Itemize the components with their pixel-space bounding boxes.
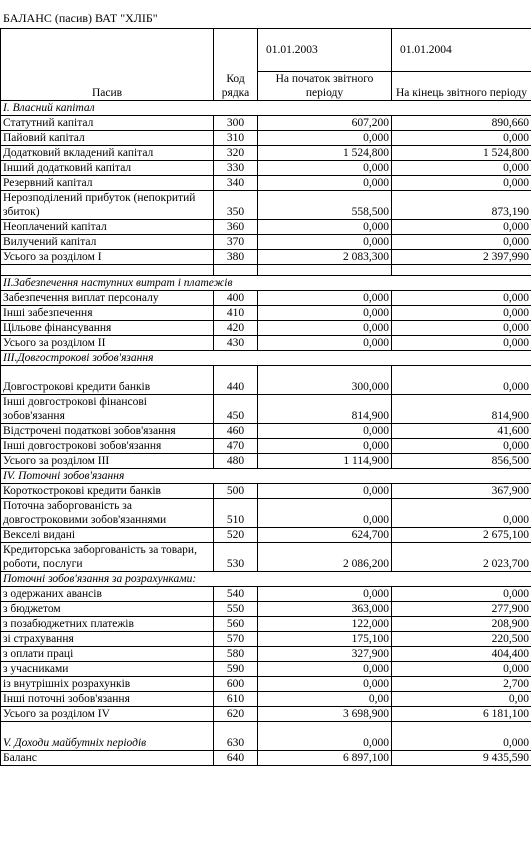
value-end: 2 023,700 <box>392 543 531 572</box>
document-title: БАЛАНС (пасив) ВАТ "ХЛІБ" <box>3 11 158 25</box>
value-end: 208,900 <box>392 617 531 632</box>
value-end: 814,900 <box>392 395 531 424</box>
spacer-row <box>1 265 531 276</box>
value-end: 0,000 <box>392 366 531 395</box>
value-start: 300,000 <box>258 366 392 395</box>
value-start: 0,000 <box>258 161 392 176</box>
table-row <box>1 528 531 543</box>
row-label: Пайовий капітал <box>1 131 214 146</box>
value-end: 0,000 <box>392 176 531 191</box>
table-row <box>1 602 531 617</box>
table-row <box>1 235 531 250</box>
header-code: Код рядка <box>214 29 258 101</box>
value-end: 0,000 <box>392 131 531 146</box>
value-start: 0,000 <box>258 176 392 191</box>
value-start: 607,200 <box>258 116 392 131</box>
value-end: 0,00 <box>392 692 531 707</box>
row-label: Поточна заборгованість за довгостроковими зобов'язаннями <box>1 499 214 528</box>
value-start: 558,500 <box>258 191 392 220</box>
row-label: Забезпечення виплат персоналу <box>1 291 214 306</box>
value-start: 1 114,900 <box>258 454 392 469</box>
section-header <box>1 469 531 484</box>
row-label: з позабюджетних платежів <box>1 617 214 632</box>
value-end: 890,660 <box>392 116 531 131</box>
value-end: 404,400 <box>392 647 531 662</box>
row-code: 380 <box>214 250 258 265</box>
row-code: 350 <box>214 191 258 220</box>
row-label: Кредиторська заборгованість за товари, роботи, послуги <box>1 543 214 572</box>
value-start: 0,000 <box>258 321 392 336</box>
value-end: 0,000 <box>392 499 531 528</box>
value-end: 0,000 <box>392 722 531 751</box>
row-code: 550 <box>214 602 258 617</box>
value-start: 122,000 <box>258 617 392 632</box>
table-row <box>1 321 531 336</box>
row-code: 430 <box>214 336 258 351</box>
value-end: 1 524,800 <box>392 146 531 161</box>
row-code: 400 <box>214 291 258 306</box>
value-end: 0,000 <box>392 439 531 454</box>
row-code: 340 <box>214 176 258 191</box>
row-code: 640 <box>214 751 258 766</box>
row-label: Інші забезпечення <box>1 306 214 321</box>
value-end: 6 181,100 <box>392 707 531 722</box>
value-start: 0,000 <box>258 662 392 677</box>
section-title: III.Довгострокові зобов'язання <box>1 351 531 366</box>
section-header <box>1 276 531 291</box>
row-label: Відстрочені податкові зобов'язання <box>1 424 214 439</box>
row-label: Баланс <box>1 751 214 766</box>
value-start: 0,000 <box>258 499 392 528</box>
value-start: 0,00 <box>258 692 392 707</box>
value-end: 0,000 <box>392 291 531 306</box>
table-row <box>1 191 531 220</box>
value-end: 41,600 <box>392 424 531 439</box>
value-start: 0,000 <box>258 424 392 439</box>
table-row <box>1 484 531 499</box>
row-code: 320 <box>214 146 258 161</box>
row-label: Усього за розділом I <box>1 250 214 265</box>
value-start: 0,000 <box>258 235 392 250</box>
value-end: 0,000 <box>392 220 531 235</box>
row-label: V. Доходи майбутніх періодів <box>1 722 214 751</box>
table-row <box>1 291 531 306</box>
header-date-end: 01.01.2004 <box>392 29 531 72</box>
section-header <box>1 101 531 116</box>
table-row <box>1 250 531 265</box>
row-label: Статутний капітал <box>1 116 214 131</box>
row-label: Інші поточні зобов'язання <box>1 692 214 707</box>
row-label: Резервний капітал <box>1 176 214 191</box>
value-start: 175,100 <box>258 632 392 647</box>
table-row <box>1 146 531 161</box>
row-label: Короткострокові кредити банків <box>1 484 214 499</box>
value-end: 0,000 <box>392 336 531 351</box>
row-label: зі страхування <box>1 632 214 647</box>
value-end: 856,500 <box>392 454 531 469</box>
row-code: 590 <box>214 662 258 677</box>
value-start: 814,900 <box>258 395 392 424</box>
table-row <box>1 647 531 662</box>
header-period-end: На кінець звітного періоду <box>392 72 531 101</box>
row-label: Інший додатковий капітал <box>1 161 214 176</box>
section-header <box>1 351 531 366</box>
row-label: з одержаних авансів <box>1 587 214 602</box>
value-start: 2 086,200 <box>258 543 392 572</box>
row-code: 450 <box>214 395 258 424</box>
table-row <box>1 692 531 707</box>
row-code: 610 <box>214 692 258 707</box>
value-start: 0,000 <box>258 439 392 454</box>
value-end: 0,000 <box>392 587 531 602</box>
value-start: 0,000 <box>258 291 392 306</box>
value-end: 0,000 <box>392 321 531 336</box>
row-label: Векселі видані <box>1 528 214 543</box>
row-code: 630 <box>214 722 258 751</box>
row-code: 520 <box>214 528 258 543</box>
table-row <box>1 677 531 692</box>
section-header <box>1 572 531 587</box>
table-row <box>1 587 531 602</box>
table-row <box>1 543 531 572</box>
value-start: 0,000 <box>258 587 392 602</box>
table-row <box>1 220 531 235</box>
row-code: 540 <box>214 587 258 602</box>
row-label: Довгострокові кредити банків <box>1 366 214 395</box>
header-period-start: На початок звітного періоду <box>258 72 392 101</box>
value-start: 327,900 <box>258 647 392 662</box>
row-code: 620 <box>214 707 258 722</box>
row-code: 480 <box>214 454 258 469</box>
row-label: Вилучений капітал <box>1 235 214 250</box>
table-row <box>1 395 531 424</box>
row-label: Інші довгострокові зобов'язання <box>1 439 214 454</box>
table-row <box>1 176 531 191</box>
value-start: 363,000 <box>258 602 392 617</box>
value-end: 367,900 <box>392 484 531 499</box>
table-row <box>1 366 531 395</box>
row-label: з учасниками <box>1 662 214 677</box>
value-start: 0,000 <box>258 677 392 692</box>
value-start: 0,000 <box>258 131 392 146</box>
table-row <box>1 499 531 528</box>
header-name: Пасив <box>1 29 214 101</box>
row-code: 440 <box>214 366 258 395</box>
table-row <box>1 632 531 647</box>
table-row <box>1 707 531 722</box>
header-date-start: 01.01.2003 <box>258 29 392 72</box>
value-start: 0,000 <box>258 722 392 751</box>
value-end: 220,500 <box>392 632 531 647</box>
row-code: 560 <box>214 617 258 632</box>
row-label: Нерозподілений прибуток (непокритий збиток) <box>1 191 214 220</box>
table-row <box>1 131 531 146</box>
row-code: 330 <box>214 161 258 176</box>
row-label: Цільове фінансування <box>1 321 214 336</box>
row-code: 310 <box>214 131 258 146</box>
section-title: I. Власний капітал <box>1 101 531 116</box>
value-start: 1 524,800 <box>258 146 392 161</box>
row-label: Неоплачений капітал <box>1 220 214 235</box>
table-row <box>1 306 531 321</box>
table-row <box>1 439 531 454</box>
value-end: 0,000 <box>392 306 531 321</box>
row-code: 370 <box>214 235 258 250</box>
section-title: IV. Поточні зобов'язання <box>1 469 531 484</box>
row-code: 470 <box>214 439 258 454</box>
table-row <box>1 424 531 439</box>
row-code: 500 <box>214 484 258 499</box>
row-code: 580 <box>214 647 258 662</box>
value-start: 3 698,900 <box>258 707 392 722</box>
row-label: Усього за розділом II <box>1 336 214 351</box>
row-label: Додатковий вкладений капітал <box>1 146 214 161</box>
value-end: 9 435,590 <box>392 751 531 766</box>
row-code: 570 <box>214 632 258 647</box>
table-row <box>1 336 531 351</box>
row-code: 530 <box>214 543 258 572</box>
row-label: Усього за розділом IV <box>1 707 214 722</box>
section-title: Поточні зобов'язання за розрахунками: <box>1 572 531 587</box>
row-code: 600 <box>214 677 258 692</box>
value-end: 0,000 <box>392 662 531 677</box>
row-code: 510 <box>214 499 258 528</box>
row-code: 460 <box>214 424 258 439</box>
table-row <box>1 161 531 176</box>
row-label: із внутрішніх розрахунків <box>1 677 214 692</box>
table-row <box>1 722 531 751</box>
table-row <box>1 751 531 766</box>
value-start: 624,700 <box>258 528 392 543</box>
value-start: 0,000 <box>258 484 392 499</box>
row-code: 300 <box>214 116 258 131</box>
table-row <box>1 662 531 677</box>
value-start: 0,000 <box>258 306 392 321</box>
row-label: Усього за розділом III <box>1 454 214 469</box>
value-end: 2 675,100 <box>392 528 531 543</box>
row-label: з бюджетом <box>1 602 214 617</box>
value-start: 6 897,100 <box>258 751 392 766</box>
table-row <box>1 617 531 632</box>
value-end: 0,000 <box>392 161 531 176</box>
value-start: 0,000 <box>258 220 392 235</box>
section-title: II.Забезпечення наступних витрат і платежів <box>1 276 531 291</box>
value-end: 0,000 <box>392 235 531 250</box>
value-end: 873,190 <box>392 191 531 220</box>
table-row <box>1 454 531 469</box>
row-code: 410 <box>214 306 258 321</box>
value-end: 2 397,990 <box>392 250 531 265</box>
row-label: Інші довгострокові фінансові зобов'язання <box>1 395 214 424</box>
value-end: 2,700 <box>392 677 531 692</box>
balance-table <box>0 28 531 766</box>
value-start: 2 083,300 <box>258 250 392 265</box>
row-code: 360 <box>214 220 258 235</box>
table-row <box>1 116 531 131</box>
value-start: 0,000 <box>258 336 392 351</box>
value-end: 277,900 <box>392 602 531 617</box>
row-code: 420 <box>214 321 258 336</box>
header-row <box>1 29 531 72</box>
row-label: з оплати праці <box>1 647 214 662</box>
